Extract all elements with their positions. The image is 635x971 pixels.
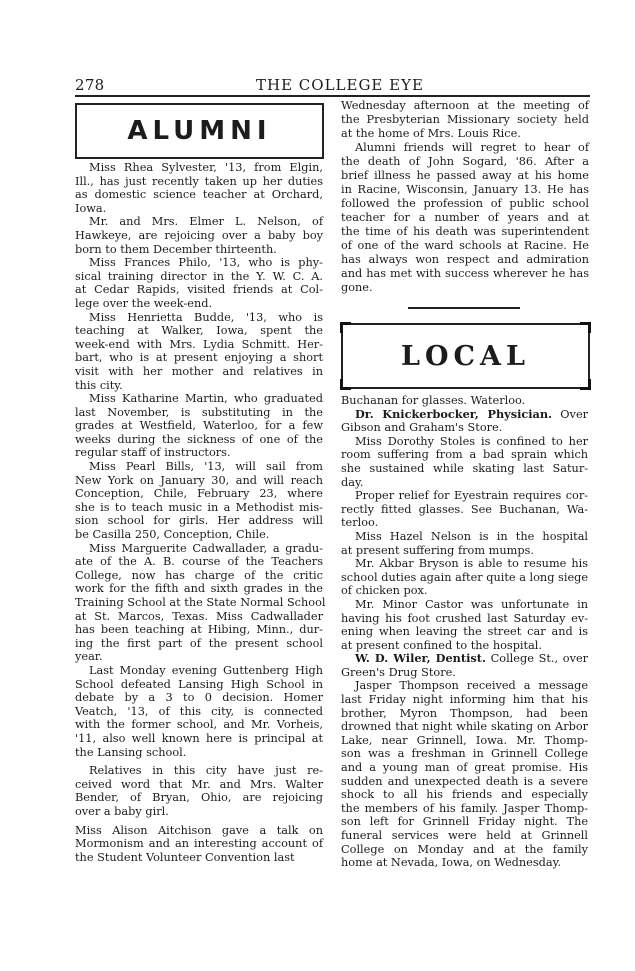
text-line: '11, also well known here is principal at	[75, 731, 323, 745]
text-line	[341, 408, 588, 422]
bold-lead: Dr. Knickerbocker, Physician.	[355, 406, 553, 421]
local-heading: LOCAL	[401, 340, 530, 372]
text-line: year.	[75, 650, 103, 664]
text-line: Veatch, '13, of this city, is connected	[75, 704, 323, 718]
text-line: at Cedar Rapids, visited friends at Col-	[75, 283, 323, 297]
text-line: weeks during the sickness of one of the	[75, 432, 323, 446]
text-line: in Racine, Wisconsin, January 13. He has	[341, 183, 589, 196]
text-line: at present confined to the hospital.	[341, 638, 543, 652]
publication-title: THE COLLEGE EYE	[256, 76, 424, 94]
alumni-heading: ALUMNI	[127, 116, 272, 146]
text-line: having his foot crushed last Saturday ev-	[341, 611, 589, 625]
text-line: ate of the A. B. course of the Teachers	[75, 555, 323, 569]
text-line: day.	[341, 475, 364, 489]
local-paragraph	[341, 679, 588, 869]
text-line: rectly fitted glasses. See Buchanan, Wa-	[341, 502, 589, 516]
text-line: College on Monday and at the family	[341, 842, 589, 856]
text-line: College, now has charge of the critic	[75, 568, 323, 582]
text-line: Alumni friends will regret to hear of	[355, 141, 589, 154]
text-line: sion school for girls. Her address will	[75, 514, 323, 528]
text-line: Miss Alison Aitchison gave a talk on	[75, 823, 323, 837]
text-line: has always won respect and admiration	[341, 253, 589, 266]
text-line: Relatives in this city have just re-	[89, 764, 323, 778]
text-line: last Friday night informing him that his	[341, 693, 589, 707]
text-line: debate by a 3 to 0 decision. Homer	[75, 691, 323, 705]
text-line: Miss Henrietta Budde, '13, who is	[89, 310, 323, 324]
text-line: son left for Grinnell Friday night. The	[341, 815, 589, 829]
page-number: 278	[75, 76, 105, 94]
line-text: Over	[552, 407, 589, 421]
alumni-paragraph	[75, 541, 326, 664]
text-line: home at Nevada, Iowa, on Wednesday.	[341, 856, 562, 870]
alumni-paragraph	[75, 764, 323, 818]
text-line: grades at Westfield, Waterloo, for a few	[75, 419, 323, 433]
section-divider	[408, 307, 520, 309]
text-line: Ill., has just recently taken up her duties	[75, 174, 323, 188]
corner-ornament	[340, 379, 351, 390]
text-line: New York on January 30, and will reach	[75, 473, 323, 487]
text-line: Miss Marguerite Cadwallader, a gradu-	[89, 541, 323, 555]
text-line: Conception, Chile, February 23, where	[75, 487, 323, 501]
text-line: bart, who is at present enjoying a short	[75, 351, 323, 365]
text-line: of one of the ward schools at Racine. He	[341, 239, 589, 252]
local-heading-box	[341, 323, 590, 389]
text-line: Mr. Akbar Bryson is able to resume his	[355, 557, 589, 571]
text-line: she is to teach music in a Methodist mis-	[75, 500, 323, 514]
text-line: Miss Pearl Bills, '13, will sail from	[89, 460, 323, 474]
corner-ornament	[340, 322, 351, 333]
text-line: teacher for a number of years and at	[341, 211, 589, 224]
text-line: drowned that night while skating on Arbor	[341, 720, 589, 734]
header-rule	[75, 95, 590, 97]
text-line: Buchanan for glasses. Waterloo.	[341, 394, 526, 407]
text-line: Proper relief for Eyestrain requires cor-	[355, 489, 589, 503]
local-paragraph	[341, 435, 588, 489]
text-line: over a baby girl.	[75, 804, 169, 818]
bold-lead: W. D. Wiler, Dentist.	[355, 651, 486, 666]
alumni-paragraph	[75, 311, 323, 393]
alumni-paragraph	[75, 664, 323, 759]
text-line: with the former school, and Mr. Vorheis,	[75, 718, 323, 732]
alumni-paragraph	[341, 141, 589, 295]
text-line: Iowa.	[75, 201, 107, 215]
text-line: and a young man of great promise. His	[341, 761, 589, 775]
text-line: as domestic science teacher at Orchard,	[75, 188, 323, 202]
alumni-paragraph	[75, 824, 323, 865]
alumni-paragraph	[75, 161, 323, 215]
text-line: brother, Myron Thompson, had been	[341, 706, 589, 720]
text-line: sudden and unexpected death is a severe	[341, 774, 589, 788]
text-line: Mr. and Mrs. Elmer L. Nelson, of	[89, 215, 323, 229]
text-line	[341, 652, 588, 666]
text-line: Lake, near Grinnell, Iowa. Mr. Thomp-	[341, 733, 589, 747]
text-line: Mormonism and an interesting account of	[75, 837, 323, 851]
text-line: regular staff of instructors.	[75, 446, 231, 460]
text-line: last November, is substituting in the	[75, 405, 323, 419]
local-paragraph	[341, 652, 588, 679]
text-line: Gibson and Graham's Store.	[341, 421, 503, 435]
text-line: followed the profession of public school	[341, 197, 589, 210]
text-line: at present suffering from mumps.	[341, 543, 534, 557]
local-paragraph	[341, 557, 588, 598]
text-line: she sustained while skating last Satur-	[341, 461, 589, 475]
alumni-paragraph	[75, 460, 323, 542]
text-line: room suffering from a bad sprain which	[341, 448, 589, 462]
text-line: Wednesday afternoon at the meeting of	[341, 99, 589, 112]
text-line: the time of his death was superintendent	[341, 225, 589, 238]
text-line: ing the first part of the present school	[75, 636, 323, 650]
text-line: son was a freshman in Grinnell College	[341, 747, 589, 761]
text-line: Training School at the State Normal School	[75, 596, 326, 609]
text-line: ceived word that Mr. and Mrs. Walter	[75, 777, 323, 791]
text-line: and has met with success wherever he has	[341, 267, 589, 280]
text-line: Last Monday evening Guttenberg High	[89, 663, 323, 677]
text-line: at the home of Mrs. Louis Rice.	[341, 127, 521, 140]
text-line: shock to all his friends and especially	[341, 788, 589, 802]
text-line: sical training director in the Y. W. C. A.	[75, 269, 323, 283]
text-line: week-end with Mrs. Lydia Schmitt. Her-	[75, 337, 323, 351]
alumni-paragraph	[75, 215, 323, 256]
text-line: be Casilla 250, Conception, Chile.	[75, 528, 270, 542]
text-line: school duties again after quite a long siege	[341, 570, 589, 584]
text-line: Mr. Minor Castor was unfortunate in	[355, 597, 589, 611]
local-paragraph	[341, 530, 588, 557]
alumni-paragraph	[75, 256, 323, 310]
corner-ornament	[580, 322, 591, 333]
text-line: funeral services were held at Grinnell	[341, 829, 589, 842]
text-line: the death of John Sogard, '86. After a	[341, 155, 589, 168]
text-line: School defeated Lansing High School in	[75, 677, 323, 691]
text-line: at St. Marcos, Texas. Miss Cadwallader	[75, 609, 323, 623]
text-line: gone.	[341, 281, 373, 294]
local-paragraph	[341, 408, 588, 435]
text-line: has been teaching at Hibing, Minn., dur-	[75, 623, 323, 637]
text-line: the Presbyterian Missionary society held	[341, 113, 589, 126]
local-paragraph	[341, 598, 588, 652]
text-line: Green's Drug Store.	[341, 665, 456, 679]
text-line: work for the fifth and sixth grades in the	[75, 582, 323, 596]
text-line: ening when leaving the street car and is	[341, 625, 589, 639]
text-line: this city.	[75, 378, 123, 392]
text-line: Hawkeye, are rejoicing over a baby boy	[75, 228, 323, 242]
text-line: the Student Volunteer Convention last	[75, 850, 295, 864]
alumni-paragraph	[75, 392, 323, 460]
text-line: born to them December thirteenth.	[75, 242, 277, 256]
text-line: the Lansing school.	[75, 745, 187, 759]
text-line: visit with her mother and relatives in	[75, 364, 323, 378]
local-paragraph	[341, 489, 588, 530]
text-line: teaching at Walker, Iowa, spent the	[75, 324, 323, 338]
text-line: Miss Hazel Nelson is in the hospital	[355, 529, 589, 543]
text-line: Miss Katharine Martin, who graduated	[89, 392, 323, 406]
text-line: lege over the week-end.	[75, 296, 213, 310]
text-line: brief illness he passed away at his home	[341, 169, 589, 182]
corner-ornament	[580, 379, 591, 390]
text-line: Bender, of Bryan, Ohio, are rejoicing	[75, 791, 323, 805]
right-column-local	[341, 394, 588, 870]
text-line: Jasper Thompson received a message	[355, 679, 589, 693]
text-line: Miss Dorothy Stoles is confined to her	[355, 434, 589, 448]
text-line: terloo.	[341, 516, 379, 530]
line-text: College St., over	[485, 652, 589, 666]
left-column	[75, 161, 326, 864]
text-line: Miss Frances Philo, '13, who is phy-	[89, 256, 323, 270]
local-paragraph	[341, 394, 588, 408]
alumni-heading-box	[75, 103, 324, 159]
text-line: Miss Rhea Sylvester, '13, from Elgin,	[89, 161, 323, 174]
text-line: the members of his family. Jasper Thomp-	[341, 801, 589, 815]
right-column-alumni	[341, 99, 589, 295]
text-line: of chicken pox.	[341, 584, 428, 598]
alumni-paragraph	[341, 99, 589, 141]
